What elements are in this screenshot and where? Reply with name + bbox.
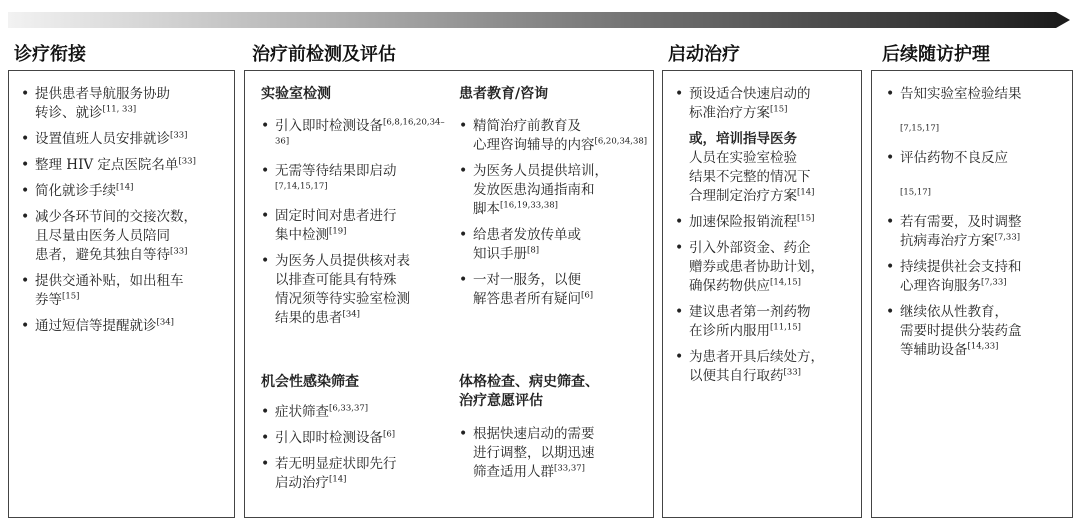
item-text-line: 赠券或患者协助计划， [689, 259, 824, 275]
item-text-line: • 评估药物不良反应 [900, 150, 1008, 166]
exam-screening-list [457, 425, 649, 489]
oi-screening-list [259, 403, 449, 500]
item-text-line: • 提供患者导航服务协助 [35, 86, 170, 102]
item-text-line: • 加速保险报销流程[15] [689, 213, 815, 230]
reference-citation: [15] [62, 291, 80, 302]
item-text-line: 人员在实验室检验 [689, 150, 797, 166]
reference-citation: [33] [783, 367, 801, 378]
item-text-line: 且尽量由医务人员陪同 [35, 228, 170, 244]
item-text-line: • 整理 HIV 定点医院名单[33] [35, 156, 196, 173]
list-item [673, 213, 859, 232]
column-title-pretreatment: 治疗前检测及评估 [252, 44, 396, 65]
item-text-line: • 持续提供社会支持和 [900, 259, 1022, 275]
reference-citation: [11,15] [770, 322, 801, 333]
item-text-line: 解答患者所有疑问[6] [473, 290, 594, 307]
item-text-line: 患者，避免其独自等待[33] [35, 246, 188, 263]
column-title-followup: 后续随访护理 [882, 44, 990, 65]
list-item [884, 303, 1070, 360]
reference-citation: [7,33] [981, 277, 1007, 288]
item-text-line: 标准治疗方案[15] [689, 104, 788, 121]
list-item [673, 303, 859, 341]
subtitle-patient-education: 患者教育/咨询 [459, 86, 549, 102]
item-text-line: • 固定时间对患者进行 [275, 208, 397, 224]
reference-citation: [14] [116, 182, 134, 193]
item-text-line: • 通过短信等提醒就诊[34] [35, 317, 174, 334]
reference-citation: [6,33,37] [329, 403, 369, 414]
reference-citation: [6,20,34,38] [594, 136, 648, 147]
subtitle-lab-testing: 实验室检测 [261, 86, 331, 102]
item-lead-text: 或， [689, 131, 716, 147]
item-text-line: • 建议患者第一剂药物 [689, 304, 811, 320]
process-arrow [8, 9, 1070, 31]
list-item [884, 213, 1070, 251]
list-item [884, 258, 1070, 296]
reference-citation: [34] [156, 317, 174, 328]
item-text-line: 脚本[16,19,33,38] [473, 200, 559, 217]
item-text-line: • 引入外部资金、药企 [689, 240, 811, 256]
reference-citation: [6,8,16,20,34–36] [275, 117, 445, 147]
reference-citation: [6] [581, 290, 594, 301]
reference-citation: [15,17] [900, 187, 931, 198]
list-item [19, 317, 229, 336]
item-text-line: 等辅助设备[14,33] [900, 341, 999, 358]
patient-education-list [457, 117, 649, 316]
item-text-line: • 为患者开具后续处方， [689, 349, 824, 365]
item-text-line: 合理制定治疗方案[14] [689, 187, 815, 204]
list-item [673, 239, 859, 296]
subtitle-exam-screening: 体格检查、病史筛查、 治疗意愿评估 [459, 374, 599, 409]
list-item [259, 252, 449, 328]
reference-citation: [15] [797, 213, 815, 224]
referral-list [19, 85, 229, 343]
list-item [884, 85, 1070, 142]
item-text-line: • 无需等待结果即启动[7,14,15,17] [275, 163, 397, 192]
item-text-line: • 根据快速启动的需要 [473, 426, 595, 442]
item-text-line: 抗病毒治疗方案[7,33] [900, 232, 1021, 249]
reference-citation: [14] [329, 474, 347, 485]
reference-citation: [19] [329, 226, 347, 237]
item-text-line: • 为医务人员提供培训， [473, 163, 608, 179]
item-text-line: 结果不完整的情况下 [689, 169, 811, 185]
reference-citation: [11, 33] [102, 104, 137, 115]
item-text-line: • 引入即时检测设备[6] [275, 429, 396, 446]
reference-citation: [7,15,17] [900, 123, 940, 134]
list-item [673, 130, 859, 206]
reference-citation: [33] [178, 156, 196, 167]
item-text-line: 以排查可能具有特殊 [275, 272, 397, 288]
list-item [259, 403, 449, 422]
item-text-line: 在诊所内服用[11,15] [689, 322, 801, 339]
reference-citation: [34] [342, 309, 360, 320]
list-item [259, 455, 449, 493]
list-item [19, 85, 229, 123]
item-text-line: • 简化就诊手续[14] [35, 182, 134, 199]
item-text-line: 结果的患者[34] [275, 309, 360, 326]
list-item [457, 425, 649, 482]
item-text-line: • 精简治疗前教育及 [473, 118, 581, 134]
reference-citation: [33,37] [554, 463, 585, 474]
item-text-line: • 告知实验室检验结果 [900, 86, 1022, 102]
list-item [884, 149, 1070, 206]
reference-citation: [14,33] [967, 341, 999, 352]
reference-citation: [33] [170, 246, 188, 257]
item-text-line: • 提供交通补贴，如出租车 [35, 273, 184, 289]
item-text-line: • 继续依从性教育， [900, 304, 1008, 320]
followup-list [884, 85, 1070, 367]
item-text-line: 进行调整，以期迅速 [473, 445, 595, 461]
list-item [259, 207, 449, 245]
item-text-line: 心理咨询服务[7,33] [900, 277, 1007, 294]
item-text-line: • 引入即时检测设备[6,8,16,20,34–36] [275, 117, 445, 147]
reference-citation: [7,14,15,17] [275, 181, 328, 192]
list-item [19, 130, 229, 149]
item-text-line: • 给患者发放传单或 [473, 227, 581, 243]
item-text-line: 发放医患沟通指南和 [473, 182, 595, 198]
reference-citation: [6] [383, 429, 396, 440]
item-text-line: 知识手册[8] [473, 245, 540, 262]
item-text-line: 转诊、就诊[11, 33] [35, 104, 137, 121]
reference-citation: [8] [527, 245, 540, 256]
item-text-line: • 若有需要，及时调整 [900, 214, 1022, 230]
list-item [673, 348, 859, 386]
list-item [259, 162, 449, 200]
list-item [457, 226, 649, 264]
box-referral [8, 70, 235, 518]
item-text-line: 心理咨询辅导的内容[6,20,34,38] [473, 136, 648, 153]
list-item [457, 271, 649, 309]
list-item [19, 182, 229, 201]
item-text-line: 确保药物供应[14,15] [689, 277, 801, 294]
reference-citation: [7,33] [994, 232, 1021, 243]
reference-citation: [14] [797, 187, 815, 198]
initiation-list [673, 85, 859, 393]
list-item [19, 156, 229, 175]
column-title-referral: 诊疗衔接 [14, 44, 86, 65]
reference-citation: [16,19,33,38] [500, 200, 559, 211]
box-followup [871, 70, 1073, 518]
subtitle-oi-screening: 机会性感染筛查 [261, 374, 359, 390]
item-text-line: • 减少各环节间的交接次数， [35, 209, 197, 225]
item-text-line: 培训指导医务 [716, 131, 797, 147]
item-text-line: 以便其自行取药[33] [689, 367, 801, 384]
list-item [19, 208, 229, 265]
list-item [19, 272, 229, 310]
item-text-line: • 设置值班人员安排就诊[33] [35, 130, 188, 147]
item-text-line: 筛查适用人群[33,37] [473, 463, 585, 480]
list-item [259, 117, 449, 155]
reference-citation: [33] [170, 130, 188, 141]
item-text-line: • 一对一服务，以便 [473, 272, 581, 288]
item-text-line: • 预设适合快速启动的 [689, 86, 811, 102]
item-text-line: • 为医务人员提供核对表 [275, 253, 410, 269]
item-text-line: 情况须等待实验室检测 [275, 291, 410, 307]
lab-testing-list [259, 117, 449, 335]
list-item [457, 117, 649, 155]
item-text-line: • 症状筛查[6,33,37] [275, 403, 369, 420]
item-text-line: 需要时提供分装药盒 [900, 323, 1022, 339]
list-item [259, 429, 449, 448]
item-text-line: 启动治疗[14] [275, 474, 347, 491]
reference-citation: [14,15] [770, 277, 801, 288]
box-pretreatment [244, 70, 654, 518]
list-item [673, 85, 859, 123]
item-text-line: • 若无明显症状即先行 [275, 456, 397, 472]
list-item [457, 162, 649, 219]
box-initiation [662, 70, 862, 518]
column-title-initiation: 启动治疗 [668, 44, 740, 65]
item-text-line: 券等[15] [35, 291, 80, 308]
reference-citation: [15] [770, 104, 788, 115]
item-text-line: 集中检测[19] [275, 226, 347, 243]
